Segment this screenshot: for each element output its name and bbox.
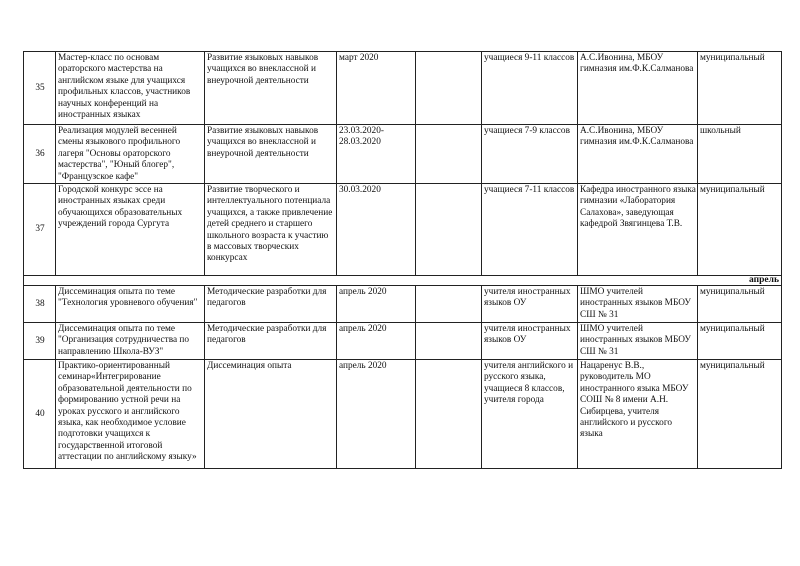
cell-date: март 2020 [337,52,416,125]
cell-extra [416,323,482,360]
cell-goal: Развитие языковых навыков учащихся во внеклассной и внеурочной деятельности [205,52,337,125]
table-row [24,323,782,360]
cell-level: муниципальный [698,323,782,360]
cell-date: 30.03.2020 [337,184,416,276]
cell-level: муниципальный [698,360,782,469]
table-row [24,125,782,184]
cell-responsible: Нацаренус В.В., руководитель МО иностранного языка МБОУ СОШ № 8 имени А.Н. Сибирцева, учителя английского и русского языка [578,360,698,469]
table-row [24,286,782,323]
cell-event: Практико-ориентированный семинар«Интегрирование образовательной деятельности по формированию устной речи на уроках русского и английского языка, как необходимое условие подготовки учащихся к государственной итоговой аттестации по английскому языку» [56,360,205,469]
cell-responsible: Кафедра иностранного языка гимназии «Лаборатория Салахова», заведующая кафедрой Звягинцева Т.В. [578,184,698,276]
cell-num: 38 [24,286,56,323]
cell-date: апрель 2020 [337,360,416,469]
cell-participants: учителя английского и русского языка, учащиеся 8 классов, учителя города [482,360,578,469]
cell-level: муниципальный [698,286,782,323]
cell-date: апрель 2020 [337,323,416,360]
cell-participants: учащиеся 9-11 классов [482,52,578,125]
cell-event: Реализация модулей весенней смены языкового профильного лагеря "Основы ораторского мастерства", "Юный блогер", "Французское кафе" [56,125,205,184]
cell-participants: учащиеся 7-11 классов [482,184,578,276]
table-row [24,184,782,276]
cell-goal: Развитие творческого и интеллектуального потенциала учащихся, а также привлечение детей среднего и старшего школьного возраста к участию в массовых творческих конкурсах [205,184,337,276]
cell-responsible: А.С.Ивонина, МБОУ гимназия им.Ф.К.Салманова [578,52,698,125]
cell-date: апрель 2020 [337,286,416,323]
cell-num: 36 [24,125,56,184]
cell-level: муниципальный [698,52,782,125]
cell-goal: Развитие языковых навыков учащихся во внеклассной и внеурочной деятельности [205,125,337,184]
table-row [24,52,782,125]
cell-participants: учителя иностранных языков ОУ [482,286,578,323]
cell-extra [416,125,482,184]
cell-num: 40 [24,360,56,469]
cell-level: муниципальный [698,184,782,276]
cell-level: школьный [698,125,782,184]
month-row [24,276,782,286]
cell-goal: Диссеминация опыта [205,360,337,469]
cell-num: 37 [24,184,56,276]
cell-event: Диссеминация опыта по теме "Организация сотрудничества по направлению Школа-ВУЗ" [56,323,205,360]
cell-num: 35 [24,52,56,125]
cell-event: Мастер-класс по основам ораторского мастерства на английском языке для учащихся профильных классов, участников научных конференций на иностранных языках [56,52,205,125]
cell-extra [416,360,482,469]
cell-date: 23.03.2020-28.03.2020 [337,125,416,184]
cell-goal: Методические разработки для педагогов [205,286,337,323]
cell-extra [416,184,482,276]
cell-responsible: ШМО учителей иностранных языков МБОУ СШ № 31 [578,323,698,360]
cell-event: Городской конкурс эссе на иностранных языках среди обучающихся образовательных учреждений города Сургута [56,184,205,276]
cell-participants: учителя иностранных языков ОУ [482,323,578,360]
cell-event: Диссеминация опыта по теме "Технология уровневого обучения" [56,286,205,323]
month-heading: апрель [24,276,782,286]
cell-goal: Методические разработки для педагогов [205,323,337,360]
cell-extra [416,286,482,323]
cell-responsible: А.С.Ивонина, МБОУ гимназия им.Ф.К.Салманова [578,125,698,184]
cell-extra [416,52,482,125]
events-table [23,51,782,469]
table-row [24,360,782,469]
cell-responsible: ШМО учителей иностранных языков МБОУ СШ № 31 [578,286,698,323]
cell-participants: учащиеся 7-9 классов [482,125,578,184]
cell-num: 39 [24,323,56,360]
